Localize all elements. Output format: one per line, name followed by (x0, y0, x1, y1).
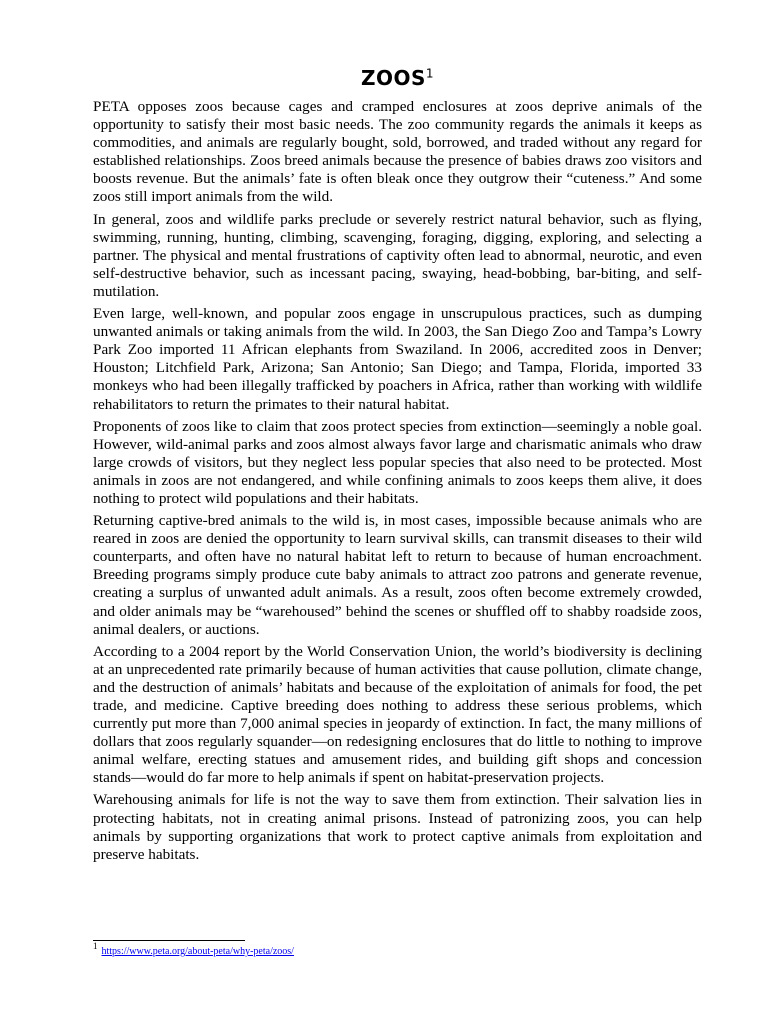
paragraph-4: Proponents of zoos like to claim that zoos protect species from extinction—seemingly a noble goal. However, wild-animal parks and zoos almost always favor large and charismatic animals who draw large crowds of visitors, but they neglect less popular species that also need to be protected. Most animals in zoos are not endangered, and while confining animals to zoos keeps them alive, it does nothing to protect wild populations and their habitats. (93, 417, 702, 507)
footnote-link[interactable]: https://www.peta.org/about-peta/why-peta/zoos/ (101, 946, 294, 957)
paragraph-7: Warehousing animals for life is not the way to save them from extinction. Their salvation lies in protecting habitats, not in creating animal prisons. Instead of patronizing zoos, you can help animals by supporting organizations that work to protect captive animals from exploitation and preserve habitats. (93, 791, 702, 863)
title-footnote-mark[interactable]: 1 (425, 66, 435, 81)
footnote-mark: 1 (93, 941, 98, 952)
paragraph-5: Returning captive-bred animals to the wild is, in most cases, impossible because animals who are reared in zoos are denied the opportunity to learn survival skills, can transmit diseases to their wild counterparts, and often have no natural habitat left to return to because of human encroachment. Breeding programs simply produce cute baby animals to attract zoo patrons and generate revenue, creating a surplus of unwanted adult animals. As a result, zoos often become extremely crowded, and older animals may be “warehoused” behind the scenes or shuffled off to shabby roadside zoos, animal dealers, or auctions. (93, 512, 702, 638)
paragraph-6: According to a 2004 report by the World Conservation Union, the world’s biodiversity is declining at an unprecedented rate primarily because of human activities that cause pollution, climate change, and the destruction of animals’ habitats and because of the exploitation of animals for food, the pet trade, and medicine. Captive breeding does nothing to address these serious problems, which currently put more than 7,000 animal species in jeopardy of extinction. In fact, the many millions of dollars that zoos regularly squander—on redesigning enclosures that do little to nothing to improve animal welfare, erecting statues and amusement rides, and building gift shops and concession stands—would do far more to help animals if spent on habitat-preservation projects. (93, 642, 702, 787)
paragraph-3: Even large, well-known, and popular zoos engage in unscrupulous practices, such as dumping unwanted animals or taking animals from the wild. In 2003, the San Diego Zoo and Tampa’s Lowry Park Zoo imported 11 African elephants from Swaziland. In 2006, accredited zoos in Denver; Houston; Litchfield Park, Arizona; San Antonio; San Diego; and Tampa, Florida, imported 33 monkeys who had been illegally trafficked by poachers in Africa, rather than working with wildlife rehabilitators to return the primates to their natural habitat. (93, 305, 702, 413)
page-title (93, 64, 702, 92)
title-text: ZOOS (360, 66, 426, 90)
footnote-divider (93, 940, 245, 941)
paragraph-1: PETA opposes zoos because cages and cramped enclosures at zoos deprive animals of the opportunity to satisfy their most basic needs. The zoo community regards the animals it keeps as commodities, and animals are regularly bought, sold, borrowed, and traded without any regard for established relationships. Zoos breed animals because the presence of babies draws zoo visitors and boosts revenue. But the animals’ fate is often bleak once they outgrow their “cuteness.” And some zoos still import animals from the wild. (93, 98, 702, 206)
document-body (93, 64, 702, 868)
paragraph-2: In general, zoos and wildlife parks preclude or severely restrict natural behavior, such as flying, swimming, running, hunting, climbing, scavenging, foraging, digging, exploring, and selecting a partner. The physical and mental frustrations of captivity often lead to abnormal, neurotic, and even self-destructive behavior, such as incessant pacing, swaying, head-bobbing, bar-biting, and self-mutilation. (93, 210, 702, 300)
footnote (93, 941, 294, 959)
